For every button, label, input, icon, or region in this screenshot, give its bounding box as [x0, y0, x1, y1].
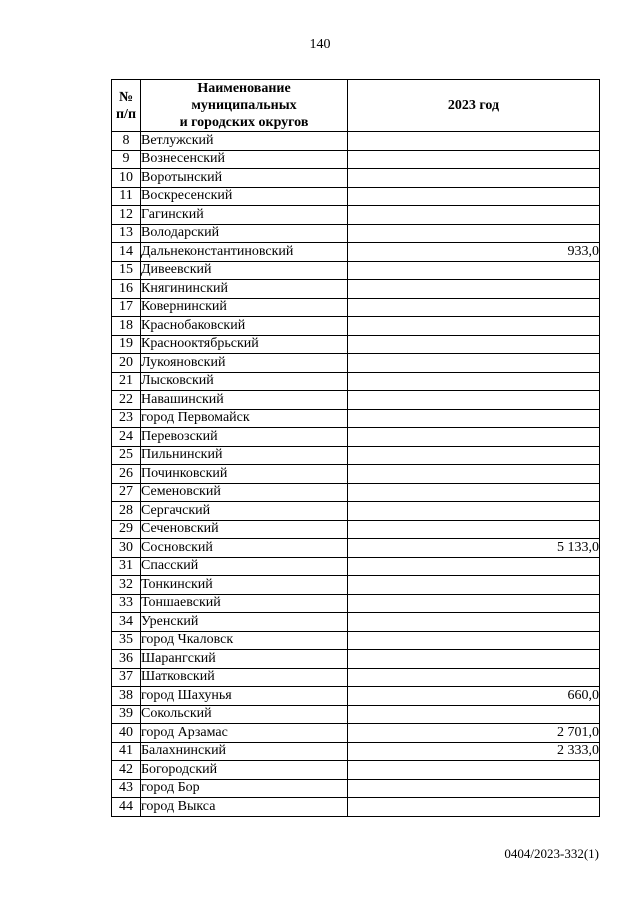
table-row: [112, 206, 600, 225]
year-2023-value-cell: [348, 372, 600, 391]
row-number-cell: 42: [112, 761, 141, 780]
year-2023-value-cell: [348, 650, 600, 669]
table-row: [112, 502, 600, 521]
table-row: [112, 243, 600, 262]
table-row: [112, 298, 600, 317]
table-row: [112, 557, 600, 576]
municipality-name-cell: Перевозский: [141, 428, 348, 447]
row-number-cell: 20: [112, 354, 141, 373]
municipality-name-cell: Сокольский: [141, 705, 348, 724]
row-number-cell: 23: [112, 409, 141, 428]
year-2023-value-cell: 660,0: [348, 687, 600, 706]
row-number-cell: 17: [112, 298, 141, 317]
table-row: [112, 335, 600, 354]
municipality-name-cell: город Арзамас: [141, 724, 348, 743]
year-2023-value-cell: [348, 446, 600, 465]
row-number-cell: 19: [112, 335, 141, 354]
header-name: [141, 80, 348, 132]
page-number: 140: [309, 37, 331, 52]
row-number-cell: 39: [112, 705, 141, 724]
table-row: [112, 428, 600, 447]
municipality-name-cell: Ветлужский: [141, 132, 348, 151]
header-num: [112, 80, 141, 132]
row-number-cell: 24: [112, 428, 141, 447]
year-2023-value-cell: [348, 187, 600, 206]
row-number-cell: 18: [112, 317, 141, 336]
municipality-name-cell: Починковский: [141, 465, 348, 484]
municipality-name-cell: Семеновский: [141, 483, 348, 502]
table-row: [112, 779, 600, 798]
municipality-name-cell: Лукояновский: [141, 354, 348, 373]
row-number-cell: 9: [112, 150, 141, 169]
municipality-name-cell: Пильнинский: [141, 446, 348, 465]
municipality-name-cell: Дивеевский: [141, 261, 348, 280]
municipality-name-cell: Вознесенский: [141, 150, 348, 169]
table-row: [112, 742, 600, 761]
year-2023-value-cell: [348, 668, 600, 687]
row-number-cell: 26: [112, 465, 141, 484]
row-number-cell: 41: [112, 742, 141, 761]
table-row: [112, 761, 600, 780]
table-row: [112, 150, 600, 169]
year-2023-value-cell: [348, 150, 600, 169]
year-2023-value-cell: [348, 354, 600, 373]
year-2023-value-cell: [348, 206, 600, 225]
table-row: [112, 132, 600, 151]
header-num-line1: №: [118, 89, 134, 105]
table-row: [112, 520, 600, 539]
year-2023-value-cell: [348, 613, 600, 632]
table-row: [112, 705, 600, 724]
row-number-cell: 40: [112, 724, 141, 743]
row-number-cell: 31: [112, 557, 141, 576]
row-number-cell: 25: [112, 446, 141, 465]
header-year: 2023 год: [348, 80, 600, 132]
table-row: [112, 687, 600, 706]
municipality-name-cell: город Бор: [141, 779, 348, 798]
year-2023-value-cell: [348, 261, 600, 280]
row-number-cell: 32: [112, 576, 141, 595]
table-body: [112, 132, 600, 817]
table-row: [112, 280, 600, 299]
table-row: [112, 576, 600, 595]
municipality-name-cell: Гагинский: [141, 206, 348, 225]
row-number-cell: 33: [112, 594, 141, 613]
municipality-name-cell: город Выкса: [141, 798, 348, 817]
row-number-cell: 8: [112, 132, 141, 151]
footer-document-code: 0404/2023-332(1): [504, 846, 599, 861]
table-row: [112, 798, 600, 817]
row-number-cell: 10: [112, 169, 141, 188]
year-2023-value-cell: [348, 779, 600, 798]
municipality-name-cell: Спасский: [141, 557, 348, 576]
table-row: [112, 446, 600, 465]
row-number-cell: 21: [112, 372, 141, 391]
table-row: [112, 187, 600, 206]
row-number-cell: 37: [112, 668, 141, 687]
year-2023-value-cell: [348, 631, 600, 650]
row-number-cell: 35: [112, 631, 141, 650]
year-2023-value-cell: [348, 520, 600, 539]
table-row: [112, 391, 600, 410]
municipality-name-cell: Навашинский: [141, 391, 348, 410]
table-row: [112, 409, 600, 428]
row-number-cell: 22: [112, 391, 141, 410]
row-number-cell: 43: [112, 779, 141, 798]
municipality-name-cell: Шатковский: [141, 668, 348, 687]
table-header-row: [112, 80, 600, 132]
table-row: [112, 224, 600, 243]
year-2023-value-cell: [348, 409, 600, 428]
municipality-name-cell: Тоншаевский: [141, 594, 348, 613]
year-2023-value-cell: [348, 594, 600, 613]
year-2023-value-cell: 933,0: [348, 243, 600, 262]
municipality-name-cell: Богородский: [141, 761, 348, 780]
municipality-name-cell: Шарангский: [141, 650, 348, 669]
table-row: [112, 650, 600, 669]
municipality-name-cell: город Чкаловск: [141, 631, 348, 650]
year-2023-value-cell: [348, 132, 600, 151]
municipality-name-cell: Княгининский: [141, 280, 348, 299]
municipality-name-cell: Уренский: [141, 613, 348, 632]
municipality-name-cell: Володарский: [141, 224, 348, 243]
row-number-cell: 11: [112, 187, 141, 206]
header-name-line2: муниципальных: [191, 98, 297, 113]
table-row: [112, 169, 600, 188]
municipality-name-cell: Дальнеконстантиновский: [141, 243, 348, 262]
row-number-cell: 34: [112, 613, 141, 632]
year-2023-value-cell: [348, 576, 600, 595]
row-number-cell: 12: [112, 206, 141, 225]
municipality-name-cell: Воротынский: [141, 169, 348, 188]
table-row: [112, 317, 600, 336]
year-2023-value-cell: 2 701,0: [348, 724, 600, 743]
year-2023-value-cell: [348, 280, 600, 299]
row-number-cell: 29: [112, 520, 141, 539]
header-name-line3: и городских округов: [179, 115, 309, 130]
year-2023-value-cell: [348, 761, 600, 780]
municipality-name-cell: Краснобаковский: [141, 317, 348, 336]
municipality-name-cell: Воскресенский: [141, 187, 348, 206]
year-2023-value-cell: [348, 502, 600, 521]
year-2023-value-cell: [348, 465, 600, 484]
row-number-cell: 16: [112, 280, 141, 299]
table-row: [112, 261, 600, 280]
year-2023-value-cell: [348, 224, 600, 243]
year-2023-value-cell: [348, 317, 600, 336]
row-number-cell: 28: [112, 502, 141, 521]
row-number-cell: 14: [112, 243, 141, 262]
table-row: [112, 668, 600, 687]
table-row: [112, 539, 600, 558]
table-row: [112, 613, 600, 632]
municipality-name-cell: Сеченовский: [141, 520, 348, 539]
municipality-name-cell: Балахнинский: [141, 742, 348, 761]
row-number-cell: 36: [112, 650, 141, 669]
row-number-cell: 30: [112, 539, 141, 558]
municipality-name-cell: город Шахунья: [141, 687, 348, 706]
year-2023-value-cell: 2 333,0: [348, 742, 600, 761]
table-row: [112, 594, 600, 613]
row-number-cell: 15: [112, 261, 141, 280]
municipality-name-cell: Сосновский: [141, 539, 348, 558]
row-number-cell: 13: [112, 224, 141, 243]
year-2023-value-cell: [348, 557, 600, 576]
year-2023-value-cell: 5 133,0: [348, 539, 600, 558]
municipality-name-cell: город Первомайск: [141, 409, 348, 428]
table-row: [112, 483, 600, 502]
municipality-name-cell: Краснооктябрьский: [141, 335, 348, 354]
row-number-cell: 44: [112, 798, 141, 817]
header-num-line2: п/п: [115, 106, 137, 122]
year-2023-value-cell: [348, 483, 600, 502]
row-number-cell: 38: [112, 687, 141, 706]
year-2023-value-cell: [348, 169, 600, 188]
row-number-cell: 27: [112, 483, 141, 502]
table-row: [112, 354, 600, 373]
municipality-name-cell: Тонкинский: [141, 576, 348, 595]
table-row: [112, 372, 600, 391]
year-2023-value-cell: [348, 428, 600, 447]
header-name-line1: Наименование: [197, 81, 291, 96]
municipality-name-cell: Лысковский: [141, 372, 348, 391]
year-2023-value-cell: [348, 335, 600, 354]
table-row: [112, 631, 600, 650]
year-2023-value-cell: [348, 705, 600, 724]
table-row: [112, 724, 600, 743]
municipal-table: [111, 79, 600, 817]
municipality-name-cell: Ковернинский: [141, 298, 348, 317]
year-2023-value-cell: [348, 798, 600, 817]
table-row: [112, 465, 600, 484]
year-2023-value-cell: [348, 391, 600, 410]
year-2023-value-cell: [348, 298, 600, 317]
municipality-name-cell: Сергачский: [141, 502, 348, 521]
